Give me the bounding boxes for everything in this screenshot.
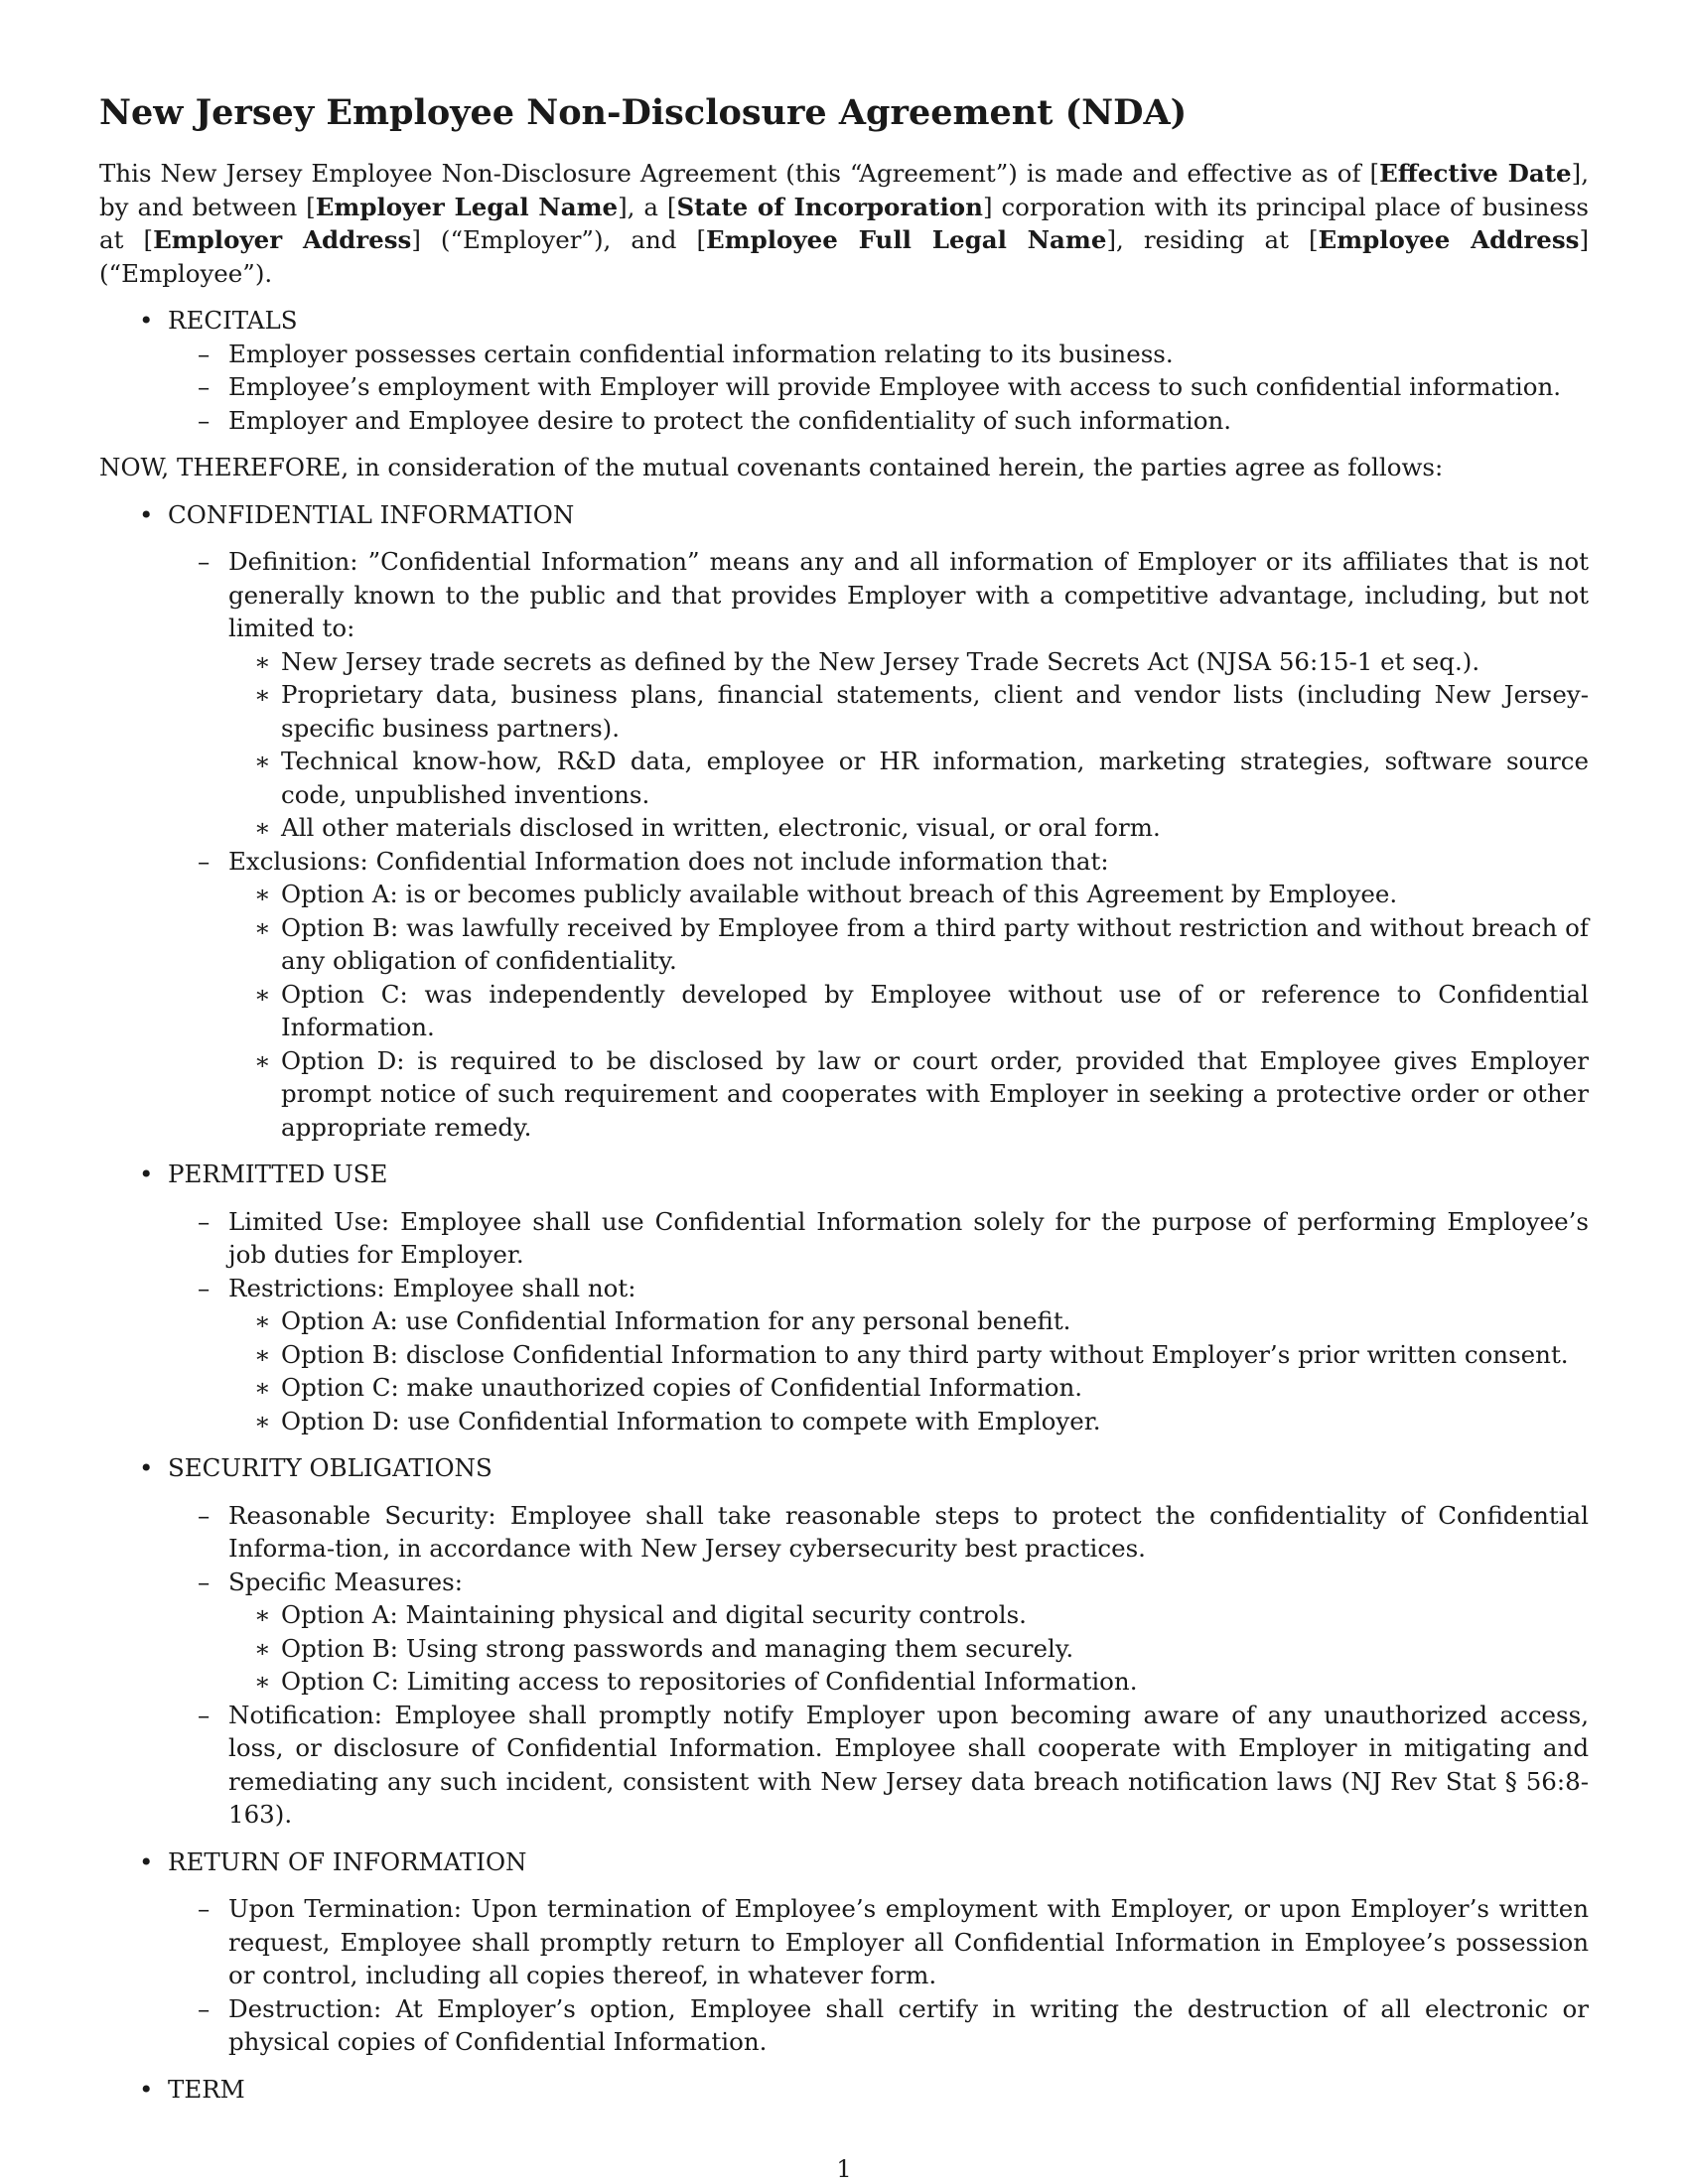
list-item: ∗ Option C: was independently developed by Employee without use of or reference to Confidential Information. xyxy=(254,979,1589,1041)
asterisk-icon: ∗ xyxy=(254,680,271,709)
list-item: ∗ Option B: Using strong passwords and managing them securely. xyxy=(228,1632,1589,1666)
sections-list xyxy=(99,498,1589,2107)
asterisk-icon: ∗ xyxy=(254,1600,271,1629)
dash-icon: – xyxy=(198,1206,211,1236)
placeholder-employee-full-legal-name: Employee Full Legal Name xyxy=(706,225,1107,254)
placeholder-employer-legal-name: Employer Legal Name xyxy=(315,192,619,221)
asterisk-icon: ∗ xyxy=(254,979,271,1009)
section-security-obligations xyxy=(99,1451,1589,1832)
list-item: ∗ Technical know-how, R&D data, employee or HR information, marketing strategies, software source code, unpublished inventions. xyxy=(254,747,1589,809)
list-item-upon-termination: – Upon Termination: Upon termination of Employee’s employment with Employer, or upon Employer’s written request, Employee shall promptly return to Employer all Confidential Information in Employee’s possession or control, including all copies thereof, in whatever form. xyxy=(198,1894,1589,1989)
dash-icon: – xyxy=(198,547,211,576)
dash-icon: – xyxy=(198,1894,211,1923)
list-item: ∗ Proprietary data, business plans, financial statements, client and vendor lists (including New Jersey-specific business partners). xyxy=(254,680,1589,743)
list-item-limited-use: – Limited Use: Employee shall use Confidential Information solely for the purpose of performing Employee’s job duties for Employer. xyxy=(198,1206,1589,1269)
intro-text-5: ] (“Employer”), and [ xyxy=(411,225,707,254)
intro-text-3: ], a [ xyxy=(618,192,677,221)
bullet-icon: • xyxy=(139,1846,154,1876)
asterisk-icon: ∗ xyxy=(254,1406,271,1435)
list-item: ∗ Option A: Maintaining physical and digital security controls. xyxy=(228,1598,1589,1632)
section-title: SECURITY OBLIGATIONS xyxy=(168,1453,492,1482)
section-title: RECITALS xyxy=(168,306,298,335)
list-item: ∗ New Jersey trade secrets as defined by the New Jersey Trade Secrets Act (NJSA 56:15-1 et seq.). xyxy=(228,645,1589,679)
bullet-icon: • xyxy=(139,2074,154,2104)
placeholder-effective-date: Effective Date xyxy=(1379,159,1572,188)
placeholder-employer-address: Employer Address xyxy=(153,225,412,254)
bullet-icon: • xyxy=(139,1453,154,1482)
list-item: ∗ Option A: is or becomes publicly available without breach of this Agreement by Employee. xyxy=(228,878,1589,911)
asterisk-icon: ∗ xyxy=(254,1339,271,1369)
dash-icon: – xyxy=(198,1500,211,1530)
asterisk-icon: ∗ xyxy=(254,1667,271,1696)
section-confidential-information xyxy=(99,498,1589,1145)
section-recitals xyxy=(99,304,1589,437)
list-item-destruction: – Destruction: At Employer’s option, Employee shall certify in writing the destruction of all electronic or physical copies of Confidential Information. xyxy=(198,1993,1589,2056)
list-item: ∗ Option C: make unauthorized copies of Confidential Information. xyxy=(228,1371,1589,1405)
list-item: – Employer and Employee desire to protect the confidentiality of such information. xyxy=(168,404,1589,438)
list-item-definition: – Definition: ”Confidential Information” means any and all information of Employer or its affiliates that is not generally known to the public and that provides Employer with a competitive advantage, including, but not limited to: ∗ New Jersey trade secrets as defined by the New Jersey Trade Secrets Act (NJSA 56:15-1 et seq.). ∗ Proprietary data, business plans, financial statements, client and vendor lists (including New Jersey-specific business partners). ∗ Technical know-how, R&D data, employee or HR information, marketing strategies, software source code, unpublished inventions. ∗ All other materials disclosed in written, electronic, visual, or oral form. xyxy=(168,545,1589,845)
list-item: ∗ Option D: use Confidential Information to compete with Employer. xyxy=(228,1405,1589,1438)
asterisk-icon: ∗ xyxy=(254,1373,271,1402)
asterisk-icon: ∗ xyxy=(254,1633,271,1663)
dash-icon: – xyxy=(198,372,211,401)
list-item-exclusions: – Exclusions: Confidential Information does not include information that: ∗ Option A: is or becomes publicly available without breach of this Agreement by Employee. ∗ Option B: was lawfully received by Employee from a third party without restriction and without breach of any obligation of confidentiality. ∗ Option C: was independently developed by Employee without use of or reference to Confidential Information. ∗ Option D: is required to be disclosed by law or court order, provided that Employee gives Employer prompt notice of such requirement and cooperates with Employer in seeking a protective order or other appropriate remedy. xyxy=(168,845,1589,1145)
asterisk-icon: ∗ xyxy=(254,1306,271,1335)
bullet-icon: • xyxy=(139,1160,154,1188)
document-page xyxy=(99,91,1589,2119)
placeholder-employee-address: Employee Address xyxy=(1318,225,1580,254)
asterisk-icon: ∗ xyxy=(254,1045,271,1075)
list-item: ∗ Option D: is required to be disclosed by law or court order, provided that Employee gives Employer prompt notice of such requirement and cooperates with Employer in seeking a protective order or other appropriate remedy. xyxy=(254,1045,1589,1142)
asterisk-icon: ∗ xyxy=(254,813,271,842)
section-permitted-use xyxy=(99,1158,1589,1437)
bullet-icon: • xyxy=(139,306,154,335)
page-number: 1 xyxy=(836,2155,852,2183)
placeholder-state-of-incorporation: State of Incorporation xyxy=(676,192,983,221)
section-title: PERMITTED USE xyxy=(168,1160,388,1188)
recitals-list xyxy=(99,304,1589,437)
intro-text-2: ], by and between [ xyxy=(99,159,1590,221)
intro-text-4: ] corporation with its principal place of business at [ xyxy=(99,192,1590,254)
asterisk-icon: ∗ xyxy=(254,880,271,908)
dash-icon: – xyxy=(198,339,211,368)
dash-icon: – xyxy=(198,1567,211,1596)
document-title: New Jersey Employee Non-Disclosure Agreement (NDA) xyxy=(99,92,1188,133)
intro-text-6: ], residing at [ xyxy=(1106,225,1319,254)
dash-icon: – xyxy=(198,846,211,876)
dash-icon: – xyxy=(198,1273,211,1302)
bullet-icon: • xyxy=(139,499,154,529)
section-title: RETURN OF INFORMATION xyxy=(168,1846,527,1876)
list-item-specific-measures: – Specific Measures: ∗ Option A: Maintaining physical and digital security controls. ∗ Option B: Using strong passwords and managing them securely. ∗ Option C: Limiting access to repositories of Confidential Information. xyxy=(168,1566,1589,1699)
list-item-restrictions: – Restrictions: Employee shall not: ∗ Option A: use Confidential Information for any personal benefit. ∗ Option B: disclose Confidential Information to any third party without Employer’s prior written consent. ∗ Option C: make unauthorized copies of Confidential Information. ∗ Option D: use Confidential Information to compete with Employer. xyxy=(168,1272,1589,1438)
list-item-reasonable-security: – Reasonable Security: Employee shall take reasonable steps to protect the confidentiality of Confidential Informa-tion, in accordance with New Jersey cybersecurity best practices. xyxy=(198,1500,1589,1563)
asterisk-icon: ∗ xyxy=(254,646,271,676)
section-title: CONFIDENTIAL INFORMATION xyxy=(168,499,575,529)
asterisk-icon: ∗ xyxy=(254,912,271,942)
intro-text-1: This New Jersey Employee Non-Disclosure Agreement (this “Agreement”) is made and effective as of [ xyxy=(99,159,1380,188)
intro-paragraph xyxy=(99,157,1589,290)
list-item: ∗ Option B: disclose Confidential Information to any third party without Employer’s prior written consent. xyxy=(228,1338,1589,1372)
dash-icon: – xyxy=(198,1700,211,1729)
list-item-notification: – Notification: Employee shall promptly notify Employer upon becoming aware of any unauthorized access, loss, or disclosure of Confidential Information. Employee shall cooperate with Employer in mitigating and remediating any such incident, consistent with New Jersey data breach notification laws (NJ Rev Stat § 56:8-163). xyxy=(198,1700,1589,1829)
list-item: – Employee’s employment with Employer will provide Employee with access to such confidential information. xyxy=(168,370,1589,404)
section-title: TERM xyxy=(168,2074,245,2104)
list-item: – Employer possesses certain confidential information relating to its business. xyxy=(168,338,1589,371)
dash-icon: – xyxy=(198,405,211,435)
list-item: ∗ Option C: Limiting access to repositories of Confidential Information. xyxy=(228,1665,1589,1699)
now-therefore-paragraph: NOW, THEREFORE, in consideration of the mutual covenants contained herein, the parties agree as follows: xyxy=(99,453,1444,481)
section-term xyxy=(99,2073,1589,2107)
intro-text-7: ] (“Employee”). xyxy=(99,225,1589,288)
list-item: ∗ Option B: was lawfully received by Employee from a third party without restriction and without breach of any obligation of confidentiality. xyxy=(254,912,1589,975)
section-return-of-information xyxy=(99,1845,1589,2059)
dash-icon: – xyxy=(198,1993,211,2023)
asterisk-icon: ∗ xyxy=(254,747,271,775)
list-item: ∗ Option A: use Confidential Information for any personal benefit. xyxy=(228,1304,1589,1338)
list-item: ∗ All other materials disclosed in written, electronic, visual, or oral form. xyxy=(228,811,1589,845)
